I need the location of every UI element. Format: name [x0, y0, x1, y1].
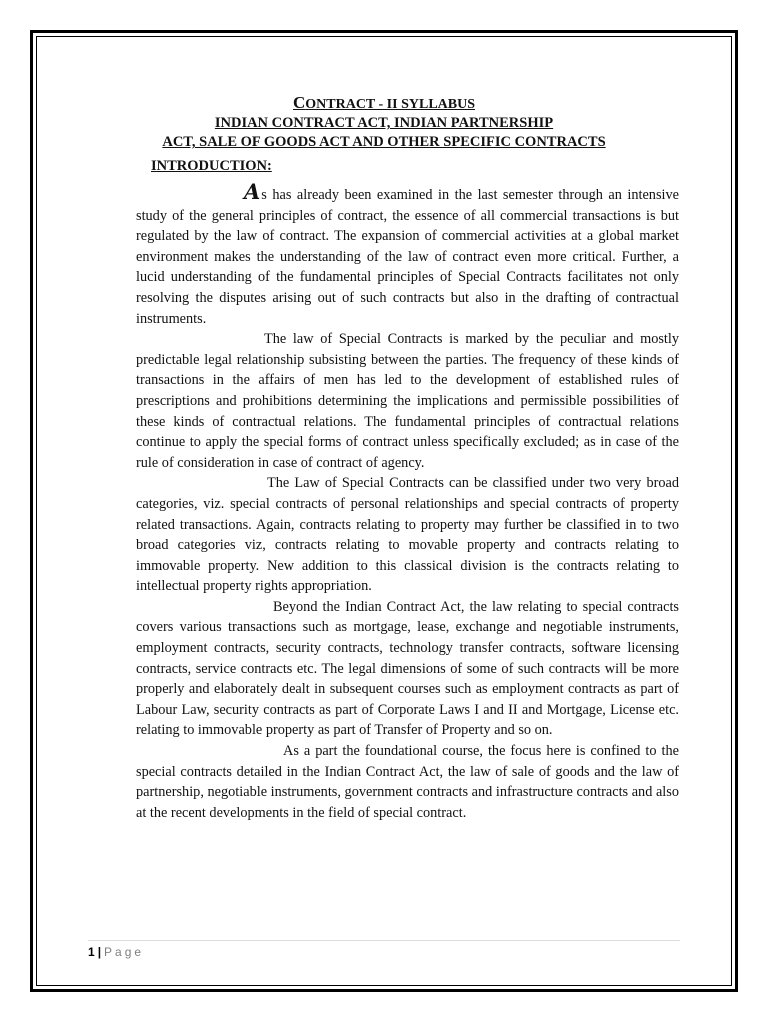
heading-block [0, 93, 768, 152]
introduction-heading: INTRODUCTION: [151, 158, 272, 174]
paragraph-2: The law of Special Contracts is marked by the peculiar and mostly predictable legal relationship subsisting between the parties. The frequency of these kinds of transactions in the affairs of men has led to the development of established rules of prescriptions and prohibitions determining the implications and permissible possibilities of these kinds of contractual relations. The fundamental principles of contractual relations continue to apply the special forms of contract unless specifically excluded; as in case of the rule of consideration in case of contract of agency. [136, 331, 679, 471]
paragraph-4: Beyond the Indian Contract Act, the law relating to special contracts covers various transactions such as mortgage, lease, exchange and negotiable instruments, employment contracts, security contracts, technology transfer contracts, software licensing contracts, service contracts etc. The legal dimensions of some of such contracts will be more properly and elaborately dealt in subsequent courses such as employment contracts as part of Labour Law, security contracts as part of Corporate Laws I and II and Mortgage, License etc. relating to immovable property as part of Transfer of Property and so on. [136, 598, 679, 739]
footer-rule [88, 940, 680, 941]
paragraph-5: As a part the foundational course, the focus here is confined to the special contracts detailed in the Indian Contract Act, the law of sale of goods and the law of partnership, negotiable instruments, government contracts and infrastructure contracts and also at the recent developments in the field of special contract. [136, 743, 679, 821]
body-text [136, 181, 679, 823]
page-label: Page [104, 945, 145, 959]
paragraph-1: As has already been examined in the last semester through an intensive study of the general principles of contract, the essence of all commercial transactions is but regulated by the law of contract. The expansion of commercial activities at a global market environment makes the understanding of the law of contract even more critical. Further, a lucid understanding of the fundamental principles of Special Contracts facilitates not only resolving the disputes arising out of such contracts but also in the drafting of contractual instruments. [136, 179, 679, 327]
page-footer [88, 944, 144, 960]
subtitle-line-2: ACT, SALE OF GOODS ACT AND OTHER SPECIFIC CONTRACTS [162, 134, 606, 150]
document-title: CONTRACT - II SYLLABUS [292, 93, 475, 112]
drop-cap: A [244, 179, 261, 204]
page-number: 1 [88, 945, 95, 959]
paragraph-3: The Law of Special Contracts can be classified under two very broad categories, viz. special contracts of personal relationships and special contracts of property related transactions. Again, contracts relating to property may further be classified in to two broad categories viz, contracts relating to movable property and contracts relating to immovable property. New addition to this classical division is the contracts relating to intellectual property rights appropriation. [136, 475, 679, 595]
subtitle-line-1: INDIAN CONTRACT ACT, INDIAN PARTNERSHIP [214, 115, 554, 131]
footer-separator: | [97, 945, 102, 959]
